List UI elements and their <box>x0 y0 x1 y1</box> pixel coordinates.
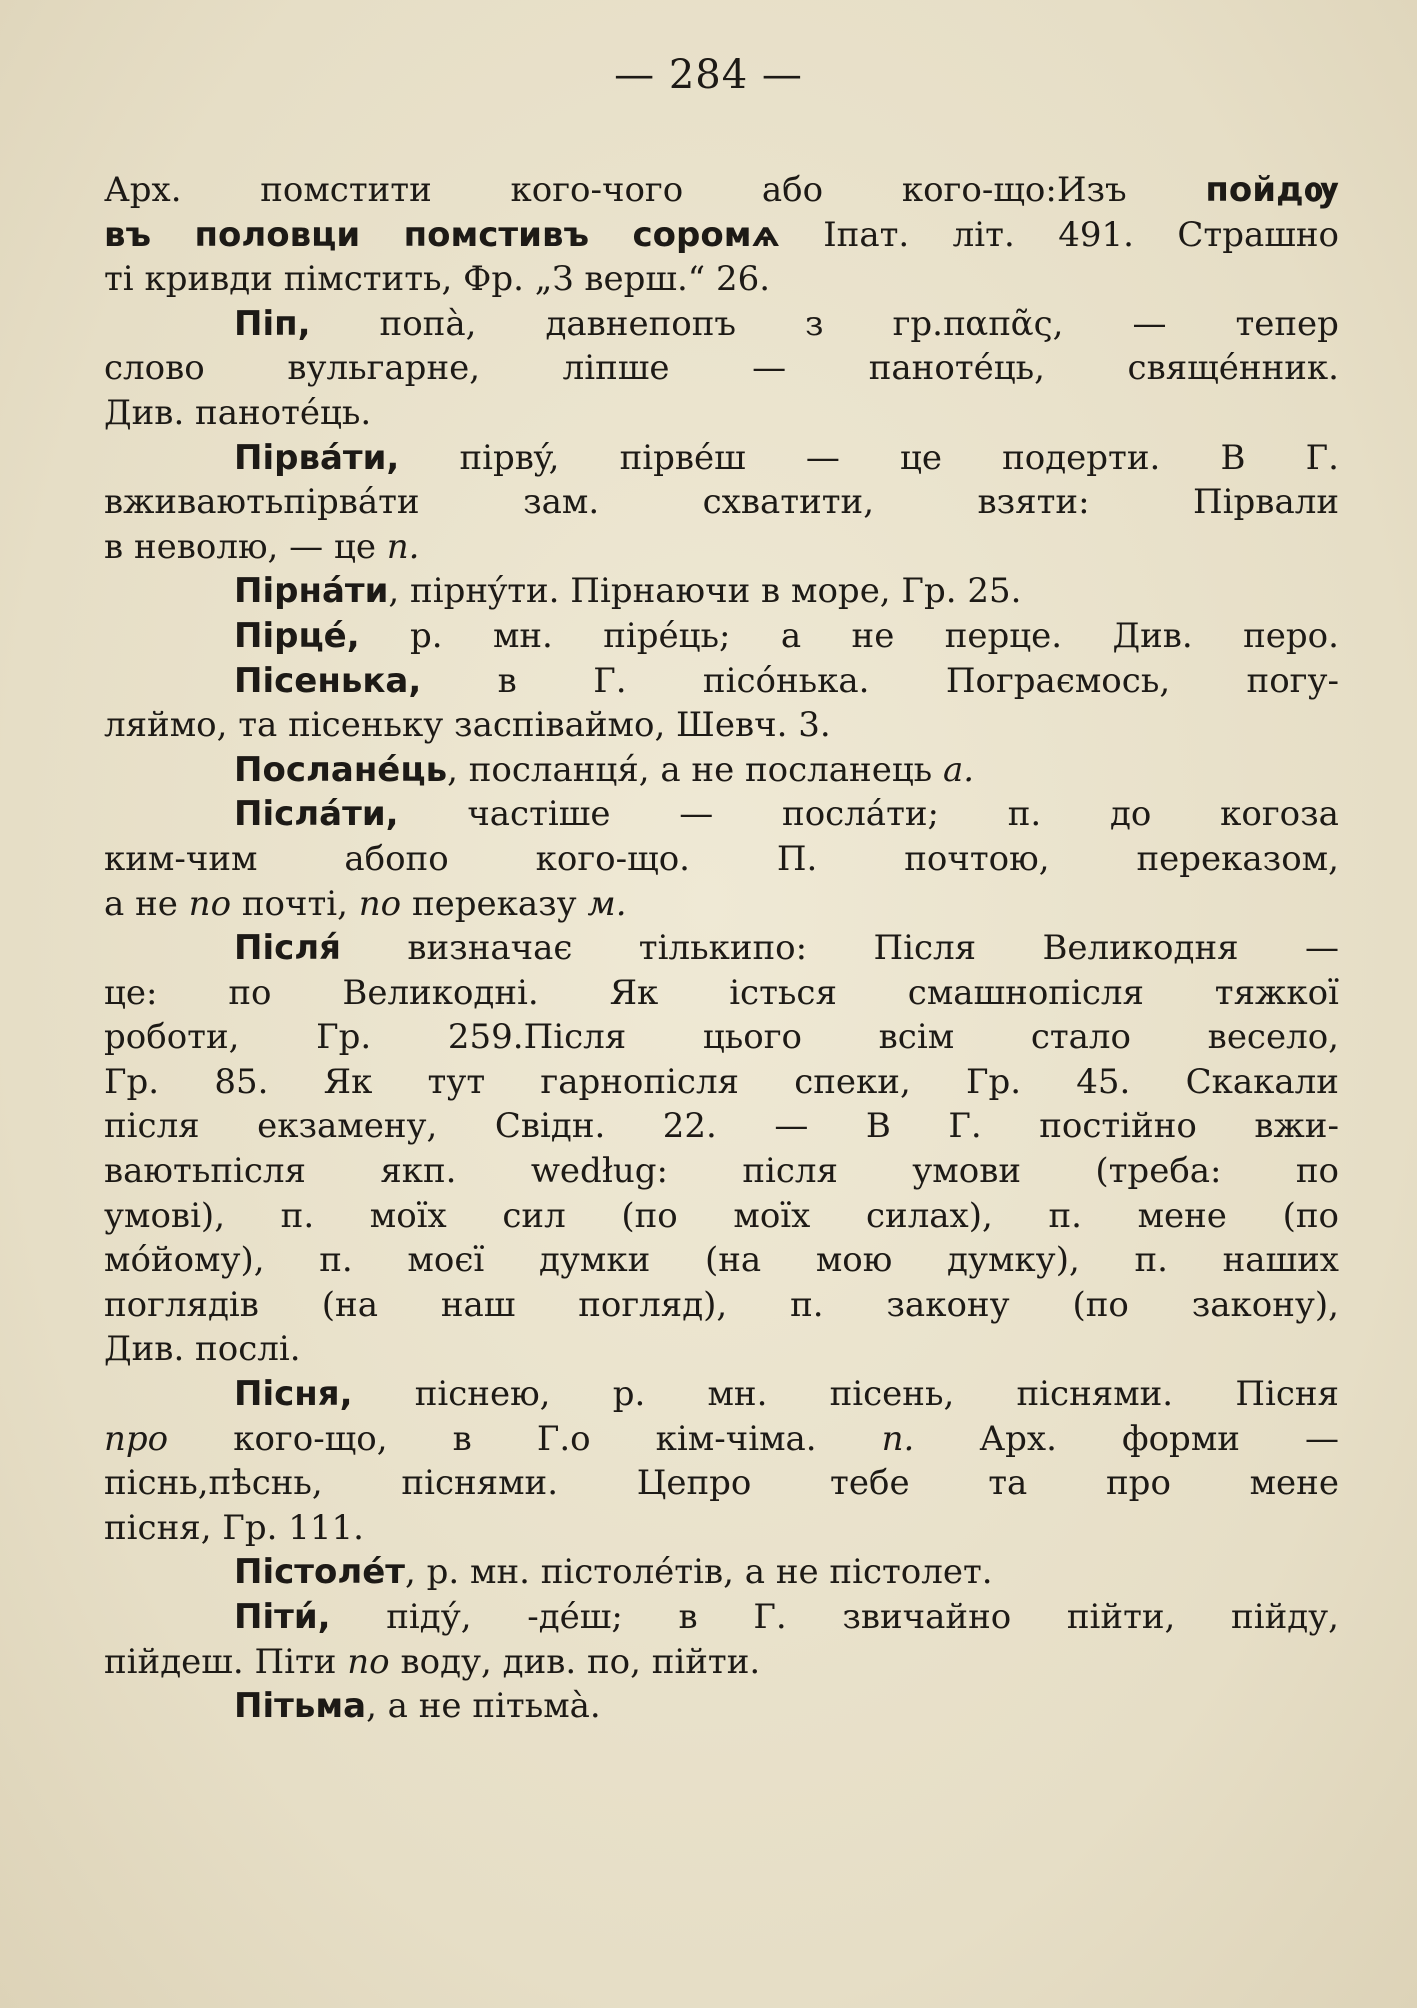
text-word: спеки, <box>794 1061 911 1102</box>
text-segment: по <box>188 883 232 924</box>
text-word: пійти, <box>1066 1597 1176 1637</box>
text-word: Страшно <box>1177 214 1339 255</box>
text-word: пірвéш <box>619 437 746 478</box>
text-word: Гр. <box>104 1061 160 1102</box>
text-word: та <box>988 1463 1028 1504</box>
text-word: зам. <box>523 482 600 523</box>
text-word: погляд), <box>578 1284 728 1325</box>
text-word: тепер <box>1235 303 1339 344</box>
text-word: подерти. <box>1002 437 1161 478</box>
text-line <box>104 569 1339 614</box>
text-line <box>104 391 1339 436</box>
text-word: Пірвали <box>1193 482 1339 523</box>
text-word: — <box>805 437 840 478</box>
headword: Посланéць <box>234 749 448 790</box>
text-word: (на <box>321 1284 378 1325</box>
text-segment: м. <box>587 883 627 924</box>
headword: Пірнáти <box>234 571 389 612</box>
text-word: взяти: <box>977 482 1090 523</box>
text-word: Як <box>323 1061 373 1102</box>
text-word: Цепро <box>636 1463 752 1504</box>
text-word: кого-що. <box>535 838 690 879</box>
text-line <box>104 748 1339 793</box>
text-word: а <box>780 615 802 656</box>
text-word: в <box>452 1418 472 1459</box>
text-word: тяжкої <box>1214 972 1339 1013</box>
text-line <box>104 1060 1339 1105</box>
text-word: літ. <box>952 214 1015 255</box>
text-word: роботи, <box>104 1017 240 1058</box>
text-word: Г. <box>948 1106 982 1147</box>
text-word: (треба: <box>1095 1151 1222 1192</box>
text-word: істься <box>729 972 837 1013</box>
text-segment: Див. послі. <box>104 1329 301 1370</box>
text-word: Після <box>873 928 977 969</box>
text-word: по <box>1295 1151 1339 1192</box>
text-word: думку), <box>947 1240 1080 1281</box>
text-word: помстити <box>260 170 432 210</box>
text-word: — <box>774 1106 809 1147</box>
text-line <box>104 1015 1339 1060</box>
text-segment: , а не пітьма̀. <box>366 1686 601 1727</box>
headword: Пісня, <box>234 1374 353 1415</box>
text-word: попа̀, <box>379 303 477 344</box>
text-word: Г. <box>593 660 627 701</box>
text-word: мн. <box>707 1374 768 1415</box>
text-word: тебе <box>830 1463 910 1504</box>
text-word: пійду, <box>1231 1597 1339 1637</box>
text-word: ваютьпісля <box>104 1151 306 1192</box>
text-segment: , посланця́, а не посланець <box>447 749 943 790</box>
text-word: абопо <box>344 838 449 879</box>
text-word: Скакали <box>1185 1061 1339 1102</box>
text-word: перце. <box>944 615 1063 656</box>
text-word: п. <box>280 1195 315 1236</box>
text-word: Пограємось, <box>945 660 1171 701</box>
text-word: погу- <box>1246 660 1339 701</box>
text-word: по <box>228 972 272 1013</box>
headword: Пісенька, <box>234 660 422 701</box>
text-word: цього <box>702 1017 802 1058</box>
text-word: Гр. <box>965 1061 1022 1102</box>
text-word: кого-що:Изъ <box>901 170 1127 210</box>
text-word: форми <box>1121 1418 1240 1459</box>
dictionary-text <box>104 168 1339 1729</box>
text-word: вживаютьпірвáти <box>104 482 420 523</box>
text-word: п. <box>881 1418 915 1459</box>
text-word: -дéш; <box>527 1597 623 1637</box>
text-word: мене <box>1249 1463 1339 1504</box>
text-word: кім-чіма. <box>655 1418 817 1459</box>
text-word: пойдѹ <box>1205 170 1339 210</box>
text-word: według: <box>530 1151 668 1192</box>
text-word: п. <box>790 1284 824 1325</box>
text-word: п. <box>1048 1195 1082 1236</box>
text-word: Як <box>609 972 659 1013</box>
text-word: мн. <box>492 615 553 656</box>
text-word: Див. <box>1112 615 1193 656</box>
text-word: Гр. <box>316 1017 372 1058</box>
headword: Пірцé, <box>234 615 360 656</box>
text-word: Великодня <box>1042 928 1239 969</box>
text-word: (по <box>621 1195 678 1236</box>
text-line <box>104 971 1339 1016</box>
text-word: піснями. <box>401 1463 559 1504</box>
text-segment: в неволю, — це <box>104 526 387 567</box>
text-word: в <box>497 660 517 701</box>
text-word: з <box>805 303 824 344</box>
headword: Післáти, <box>234 794 399 835</box>
headword: Пістолéт <box>234 1552 405 1593</box>
text-word: екзамену, <box>257 1106 438 1147</box>
text-word: сил <box>502 1195 566 1236</box>
text-line <box>104 882 1339 927</box>
text-word: поглядів <box>104 1284 259 1325</box>
text-line <box>104 1283 1339 1328</box>
text-line <box>104 703 1339 748</box>
text-word: В <box>865 1106 891 1147</box>
page-number: — 284 — <box>614 52 803 98</box>
text-line <box>104 1194 1339 1239</box>
text-word: піснями. <box>1016 1374 1174 1415</box>
text-word: до <box>1109 794 1152 835</box>
text-word: моїх <box>369 1195 447 1236</box>
text-word: умови <box>912 1151 1022 1192</box>
text-word: умові), <box>104 1195 226 1236</box>
text-word: гр.παπᾶς, <box>892 303 1064 344</box>
text-segment: пісня, Гр. 111. <box>104 1507 364 1548</box>
text-word: визначає <box>407 928 573 969</box>
text-word: тут <box>427 1061 486 1102</box>
text-segment: а. <box>943 749 975 790</box>
text-word: або <box>761 170 824 210</box>
text-word: р. <box>612 1374 646 1415</box>
text-word: 85. <box>214 1061 269 1102</box>
text-line <box>104 1550 1339 1595</box>
text-word: давнепопъ <box>545 303 736 344</box>
text-line <box>104 792 1339 837</box>
text-word: половци <box>194 214 361 255</box>
text-segment: ляймо, та пісеньку заспіваймо, Шевч. 3. <box>104 705 831 746</box>
text-line <box>104 1640 1339 1685</box>
text-line <box>104 168 1339 213</box>
text-word: Г.о <box>536 1418 591 1459</box>
text-word: кого-чого <box>510 170 684 210</box>
text-word: схватити, <box>702 482 875 523</box>
text-word: наш <box>440 1284 516 1325</box>
text-word: П. <box>776 838 818 879</box>
text-word: перо. <box>1243 615 1339 656</box>
text-line <box>104 1506 1339 1551</box>
text-word: після <box>104 1106 200 1147</box>
text-word: слово <box>104 348 205 389</box>
text-word: почтою, <box>904 838 1050 879</box>
text-word: (по <box>1282 1195 1339 1236</box>
text-word: всім <box>878 1017 955 1058</box>
text-word: 259.Після <box>447 1017 627 1058</box>
text-word: Г. <box>753 1597 787 1637</box>
text-word: закону <box>886 1284 1010 1325</box>
headword: Пірвáти, <box>234 437 400 478</box>
text-segment: Див. панотéць. <box>104 392 372 433</box>
text-word: не <box>851 615 895 656</box>
text-word: послáти; <box>782 794 939 835</box>
text-word: 491. <box>1058 214 1134 255</box>
text-word: 22. <box>662 1106 717 1147</box>
text-word: р. <box>410 615 443 656</box>
text-word: ліпше <box>562 348 670 389</box>
text-word: думки <box>538 1240 651 1281</box>
text-line <box>104 1417 1339 1462</box>
text-word: після <box>742 1151 838 1192</box>
text-line <box>104 480 1339 525</box>
text-word: когоза <box>1220 794 1339 835</box>
text-word: гарнопісля <box>540 1061 739 1102</box>
text-segment: переказу <box>401 883 588 924</box>
text-word: пірвý, <box>459 437 560 478</box>
headword: Піп, <box>234 303 311 344</box>
text-word: — <box>752 348 787 389</box>
text-line <box>104 525 1339 570</box>
text-line <box>104 926 1339 971</box>
text-word: піду́, <box>386 1597 472 1637</box>
text-line <box>104 837 1339 882</box>
text-word: про <box>1106 1463 1171 1504</box>
text-segment: почті, <box>231 883 359 924</box>
text-word: піснь,пѣснь, <box>104 1463 323 1504</box>
text-word: пісóнька. <box>702 660 870 701</box>
text-word: п. <box>1134 1240 1168 1281</box>
text-word: постійно <box>1039 1106 1197 1147</box>
text-word: Іпат. <box>823 214 910 255</box>
text-segment: ті кривди пімстить, Фр. „З верш.“ 26. <box>104 259 771 300</box>
text-word: Арх. <box>979 1418 1057 1459</box>
text-word: закону), <box>1191 1284 1339 1325</box>
text-word: переказом, <box>1136 838 1339 879</box>
text-line <box>104 1684 1339 1729</box>
text-word: Пісня <box>1235 1374 1339 1415</box>
text-word: свящéнник. <box>1127 348 1339 389</box>
text-word: вульгарне, <box>287 348 481 389</box>
text-segment: воду, див. по, пійти. <box>389 1641 761 1682</box>
text-word: пісень, <box>829 1374 955 1415</box>
text-word: въ <box>104 214 152 255</box>
text-word: силах), <box>865 1195 993 1236</box>
text-word: моїх <box>733 1195 811 1236</box>
text-line <box>104 1104 1339 1149</box>
text-word: мою <box>815 1240 893 1281</box>
text-line <box>104 1595 1339 1640</box>
text-word: соромѧ <box>632 214 780 255</box>
text-word: мене <box>1137 1195 1227 1236</box>
headword: Після́ <box>234 928 341 969</box>
text-line <box>104 346 1339 391</box>
text-word: це <box>899 437 942 478</box>
text-word: В <box>1220 437 1246 478</box>
text-word: пірéць; <box>603 615 731 656</box>
text-segment: по <box>358 883 402 924</box>
text-word: п. <box>319 1240 353 1281</box>
text-line <box>104 213 1339 258</box>
text-word: наших <box>1222 1240 1339 1281</box>
text-word: — <box>679 794 714 835</box>
text-word: піснею, <box>414 1374 551 1415</box>
text-line <box>104 257 1339 302</box>
text-word: Свідн. <box>494 1106 606 1147</box>
text-word: Великодні. <box>342 972 539 1013</box>
text-word: стало <box>1030 1017 1132 1058</box>
text-word: п. <box>1007 794 1042 835</box>
text-word: кого-що, <box>233 1418 388 1459</box>
text-line <box>104 436 1339 481</box>
text-word: моєї <box>407 1240 485 1281</box>
text-word: якп. <box>380 1151 457 1192</box>
text-word: Арх. <box>104 170 182 210</box>
headword: Пітьма <box>234 1686 367 1727</box>
text-word: помстивъ <box>403 214 590 255</box>
text-line <box>104 1461 1339 1506</box>
text-word: це: <box>104 972 158 1013</box>
text-segment: , р. мн. пістолéтів, а не пістолет. <box>405 1552 993 1593</box>
text-segment: , пірнýти. Пірнаючи в море, Гр. 25. <box>388 571 1022 612</box>
text-segment: по <box>347 1641 390 1682</box>
text-word: — <box>1132 303 1167 344</box>
text-word: панотéць, <box>868 348 1045 389</box>
text-line <box>104 302 1339 347</box>
text-word: — <box>1304 928 1339 969</box>
text-segment: а не <box>104 883 189 924</box>
text-word: вжи- <box>1254 1106 1339 1147</box>
text-word: Г. <box>1305 437 1339 478</box>
headword: Піти́, <box>234 1597 331 1637</box>
text-line <box>104 1372 1339 1417</box>
text-word: 45. <box>1076 1061 1131 1102</box>
text-line <box>104 1327 1339 1372</box>
text-segment: пійдеш. Піти <box>104 1641 348 1682</box>
text-word: — <box>1304 1418 1339 1459</box>
text-word: частіше <box>467 794 611 835</box>
text-line <box>104 1238 1339 1283</box>
text-line <box>104 614 1339 659</box>
text-word: ким-чим <box>104 838 258 879</box>
text-line <box>104 1149 1339 1194</box>
text-word: (на <box>704 1240 762 1281</box>
text-word: (по <box>1072 1284 1129 1325</box>
text-word: смашнопісля <box>907 972 1144 1013</box>
text-word: звичайно <box>842 1597 1012 1637</box>
text-word: мóйому), <box>104 1240 265 1281</box>
text-word: весело, <box>1207 1017 1339 1058</box>
text-word: в <box>678 1597 698 1637</box>
text-word: про <box>104 1418 169 1459</box>
text-line <box>104 659 1339 704</box>
text-word: тількипо: <box>638 928 808 969</box>
text-segment: п. <box>386 526 420 567</box>
